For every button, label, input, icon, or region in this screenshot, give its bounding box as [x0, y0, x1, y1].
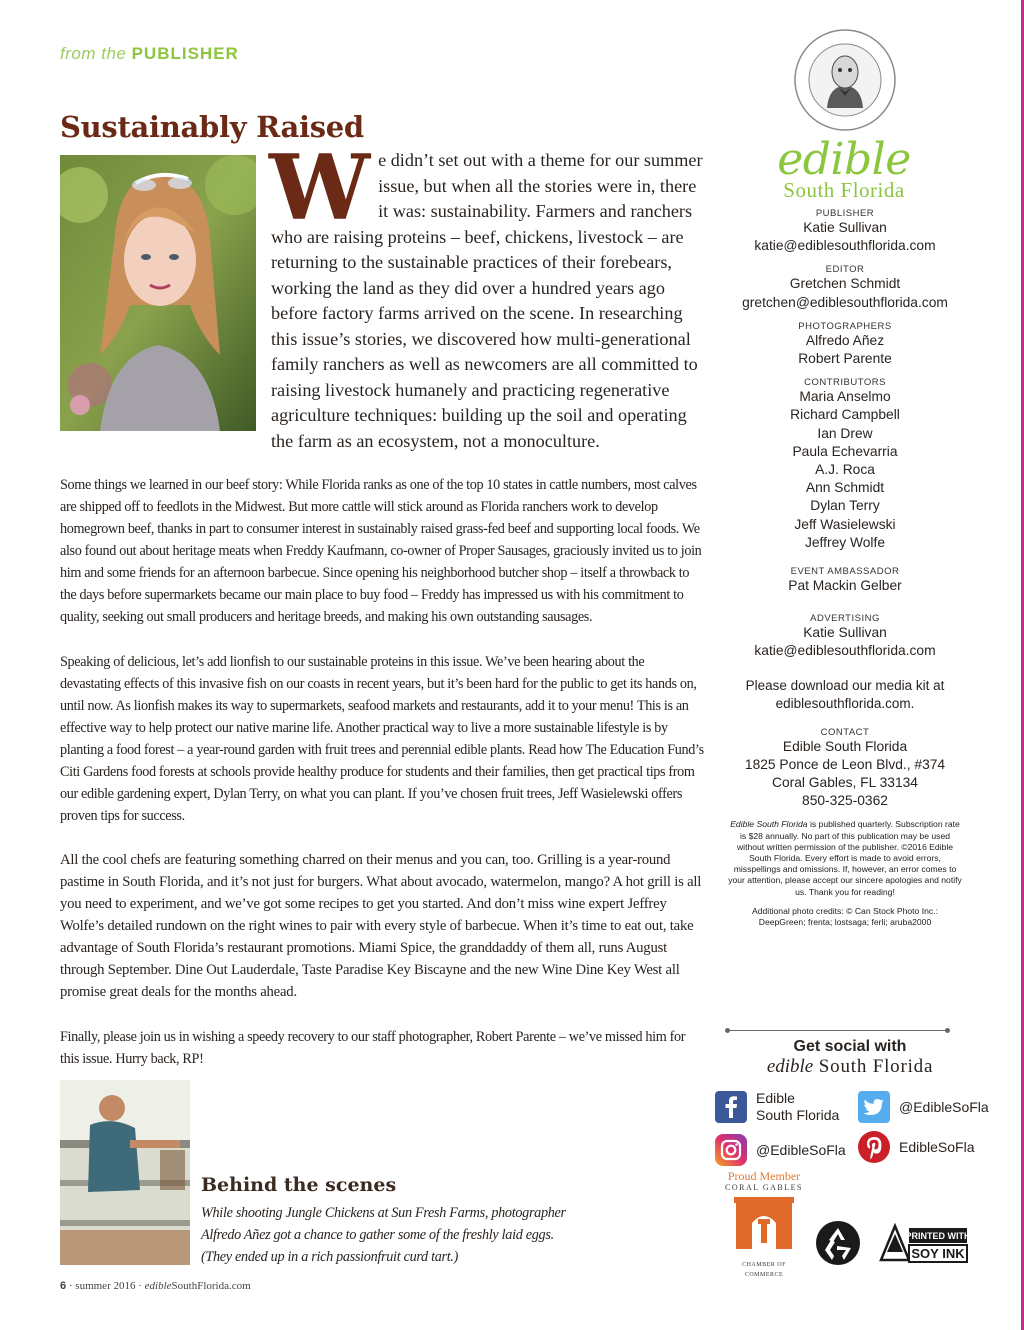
- contact-line: Edible South Florida: [782, 738, 908, 754]
- ambassador-label: EVENT AMBASSADOR: [790, 566, 900, 578]
- masthead-contact: [728, 727, 962, 811]
- contributor-name: Richard Campbell: [790, 407, 900, 423]
- kicker-light-text: from the: [60, 44, 127, 63]
- photo-credits: Additional photo credits: © Can Stock Photo Inc.: DeepGreen; frenta; lostsaga; ferli; aruba2000: [752, 905, 938, 928]
- masthead-editor: [728, 264, 962, 311]
- photographer-name: Alfredo Añez: [805, 332, 885, 348]
- social-brand-italic: edible: [766, 1056, 814, 1077]
- photographers-label: PHOTOGRAPHERS: [798, 320, 892, 332]
- article-intro: [269, 135, 706, 454]
- behind-the-scenes-caption: While shooting Jungle Chickens at Sun Fresh Farms, photographer Alfredo Añez got a chance to gather some of the freshly laid eggs. (They ended up in a rich passionfruit curd tart.): [201, 1205, 566, 1265]
- social-brand-rest: South Florida: [813, 1056, 934, 1077]
- footer-issue: · summer 2016 ·: [66, 1280, 145, 1292]
- social-brand: [745, 1056, 955, 1078]
- contributor-name: Paula Echevarria: [792, 443, 898, 459]
- soy-badge-line2: SOY INK: [911, 1246, 965, 1261]
- advertising-name: Katie Sullivan: [803, 625, 887, 641]
- pinterest-icon: [857, 1130, 891, 1164]
- publisher-label: PUBLISHER: [815, 208, 875, 219]
- behind-the-scenes-photo: [60, 1080, 190, 1265]
- facebook-icon: [714, 1090, 748, 1124]
- facebook-link[interactable]: [714, 1090, 839, 1124]
- contributor-name: A.J. Roca: [815, 462, 875, 478]
- behind-the-scenes-title: Behind the scenes: [201, 1174, 397, 1196]
- twitter-link[interactable]: [857, 1090, 989, 1124]
- masthead-publisher: [728, 208, 962, 255]
- facebook-label: [756, 1090, 839, 1124]
- masthead-contributors: [728, 377, 962, 552]
- coc-arch-icon: [722, 1193, 806, 1255]
- coc-chamber: CHAMBER OF COMMERCE: [742, 1262, 786, 1278]
- coc-proud-member: Proud Member: [727, 1169, 801, 1183]
- advertising-email[interactable]: katie@ediblesouthflorida.com: [754, 643, 936, 659]
- instagram-link[interactable]: [714, 1133, 846, 1167]
- contributor-name: Maria Anselmo: [799, 389, 891, 405]
- masthead-staff: [728, 208, 962, 928]
- editor-email[interactable]: gretchen@ediblesouthflorida.com: [742, 294, 948, 310]
- article-title: Sustainably Raised: [60, 110, 364, 144]
- chamber-of-commerce-badge: [722, 1169, 806, 1278]
- instagram-handle: @EdibleSoFla: [756, 1142, 846, 1158]
- contributor-name: Ian Drew: [817, 425, 873, 441]
- instagram-icon: [714, 1133, 748, 1167]
- social-divider: [727, 1030, 948, 1031]
- contact-line: 1825 Ponce de Leon Blvd., #374: [744, 756, 946, 772]
- contributor-name: Jeffrey Wolfe: [804, 534, 885, 550]
- contributor-name: Jeff Wasielewski: [794, 516, 896, 532]
- masthead-ambassador: [728, 566, 962, 595]
- drop-cap: W: [269, 135, 371, 241]
- social-heading: [745, 1038, 955, 1078]
- body-paragraph-1: Some things we learned in our beef story: While Florida ranks as one of the top 10 states in cattle numbers, most calves are shipped off to feedlots in the Midwest. But more cattle will stick around as Florida ranchers work to develop homegrown beef, thanks in part to consumer interest in sustainably raised grass-fed beef and supporting local foods. We also found out about heritage meats when Freddy Kaufmann, co-owner of Proper Sausages, graciously invited us to join him and some friends for an afternoon barbecue. Since opening his neighborhood butcher shop – itself a throwback to the days before supermarkets became our main place to buy food – Freddy has impressed us with his commitment to quality, seeking out small producers and heritage breeds, and making his own outstanding sausages.: [60, 477, 702, 625]
- editor-label: EDITOR: [825, 264, 865, 276]
- contributor-name: Ann Schmidt: [805, 480, 885, 496]
- logo-edible: edible: [777, 134, 911, 185]
- contributors-label: CONTRIBUTORS: [804, 377, 886, 389]
- section-kicker: [60, 44, 239, 64]
- twitter-icon: [857, 1090, 891, 1124]
- pinterest-link[interactable]: [857, 1130, 975, 1164]
- footer-site: SouthFlorida.com: [171, 1280, 251, 1292]
- advertising-label: ADVERTISING: [810, 613, 880, 625]
- contact-line: 850-325-0362: [802, 793, 888, 809]
- masthead-photographers: [728, 321, 962, 368]
- fine-print-text: is published quarterly. Subscription rate is $28 annually. No part of this publication may be used without written permission of the publisher. ©2016 Edible South Florida. Every effort is made to avoid errors, misspellings and omissions. If, however, an error comes to your attention, please accept our sincere apologies and notify us. Thank you for reading!: [728, 819, 962, 897]
- publisher-name: Katie Sullivan: [803, 220, 887, 235]
- facebook-label-line1: Edible: [756, 1090, 795, 1106]
- page-footer: [60, 1280, 251, 1292]
- kicker-bold-text: PUBLISHER: [131, 44, 239, 63]
- photographer-name: Robert Parente: [798, 351, 892, 367]
- body-paragraph-4: Finally, please join us in wishing a speedy recovery to our staff photographer, Robert Parente – we’ve missed him for this issue. Hurry back, RP!: [60, 1029, 686, 1067]
- logo-south-florida: South Florida: [783, 178, 905, 202]
- page-number: 6: [60, 1280, 67, 1292]
- contact-line: Coral Gables, FL 33134: [772, 775, 918, 791]
- ambassador-name: Pat Mackin Gelber: [788, 578, 902, 594]
- recycle-icon: [815, 1220, 861, 1266]
- media-kit-note: Please download our media kit at ediblesouthflorida.com.: [745, 677, 945, 711]
- editor-name: Gretchen Schmidt: [789, 276, 901, 292]
- contact-label: CONTACT: [820, 726, 870, 738]
- body-paragraph-3: All the cool chefs are featuring something charred on their menus and you can, too. Grilling is a year-round pastime in South Florida, and it’s not just for burgers. What about avocado, watermelon, mango? A hot grill is all you need to experiment, and we’ve got some recipes to get you started. And don’t miss wine expert Jeffrey Wolfe’s detailed rundown on the right wines to pair with every style of barbecue. When it’s time to eat out, take advantage of South Florida’s restaurant promotions. Miami Spice, the granddaddy of them all, runs August through September. Dine Out Lauderdale, Taste Paradise Key Biscayne and the new Wine Dine Key West all promise great deals for the months ahead.: [60, 852, 702, 1000]
- body-paragraph-2: Speaking of delicious, let’s add lionfish to our sustainable proteins in this issue. We’ve been hearing about the devastating effects of this invasive fish on our coasts in recent years, but it’s been hard for the public to get its hands on, until now. As lionfish makes its way to supermarkets, seafood markets and restaurants, add it to your menu! This is an effective way to help protect our native marine life. Another practical way to live a more sustainable lifestyle is by planting a food forest – a year-round garden with fruit trees and perennial edible plants. Read how The Education Fund’s Citi Gardens food forests at schools provide healthy produce for students and their families, then get practical tips from our edible gardening expert, Dylan Terry, on what you can plant. If you’ve chosen fruit trees, Jeff Wasielewski offers proven tips for success.: [60, 654, 704, 824]
- fine-print-italic: Edible South Florida: [730, 819, 808, 830]
- masthead-advertising: [728, 613, 962, 660]
- james-beard-award-seal: [793, 28, 897, 132]
- publication-fine-print: [728, 819, 962, 897]
- footer-site-italic: edible: [144, 1280, 172, 1292]
- twitter-handle: @EdibleSoFla: [899, 1099, 989, 1115]
- social-heading-text: Get social with: [793, 1038, 907, 1055]
- coc-coral-gables: CORAL GABLES: [725, 1183, 803, 1192]
- pinterest-handle: EdibleSoFla: [899, 1139, 975, 1155]
- printed-with-soy-ink-badge: [875, 1220, 970, 1266]
- facebook-label-line2: South Florida: [756, 1107, 840, 1123]
- intro-text: e didn’t set out with a theme for our summer issue, but when all the stories were in, there it was: sustainability. Farmers and ranchers who are raising proteins – beef, chickens, livestock – are returning to the sustainable practices of their forebears, working the land as they did over a hundred years ago before factory farms arrived on the scene. In researching this issue’s stories, we discovered how multi-generational family ranchers as well as newcomers are all committed to raising livestock humanely and practicing regenerative agriculture techniques: building up the soil and operating the farm as an ecosystem, not a monoculture.: [271, 150, 703, 451]
- soy-badge-line1: PRINTED WITH: [905, 1231, 970, 1241]
- publisher-portrait-photo: [60, 155, 256, 431]
- edible-south-florida-logo: [756, 134, 932, 202]
- publisher-email[interactable]: katie@ediblesouthflorida.com: [754, 238, 936, 254]
- contributor-name: Dylan Terry: [810, 498, 880, 514]
